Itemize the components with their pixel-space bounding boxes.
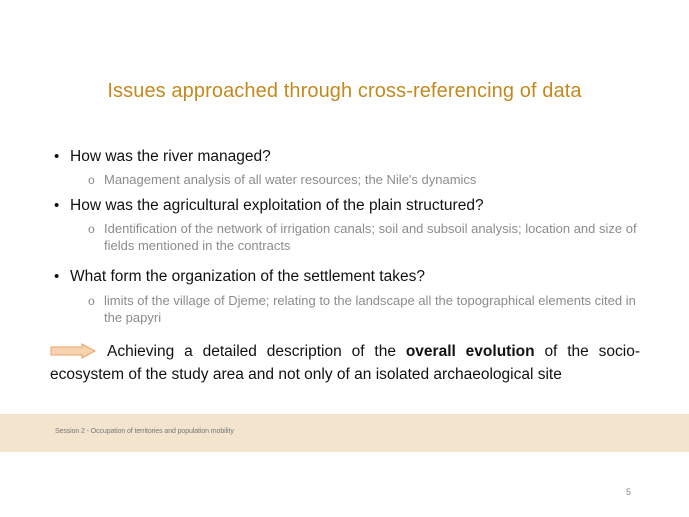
sub-bullet-marker: o: [88, 294, 95, 308]
conclusion-emphasis: overall evolution: [405, 343, 535, 360]
right-arrow-icon: [50, 343, 96, 365]
bullet-marker: •: [54, 268, 60, 285]
slide-title: Issues approached through cross-referencing of data: [107, 80, 582, 102]
footer-band: [0, 414, 689, 452]
sub-bullet-text: Management analysis of all water resources; the Nile's dynamics: [104, 172, 477, 187]
bullet-item: [54, 268, 425, 286]
sub-bullet-text: Identification of the network of irrigation canals; soil and subsoil analysis; location and size of fields mentioned in the contracts: [104, 221, 637, 253]
sub-bullet-item: [88, 220, 648, 254]
bullet-item: [54, 197, 484, 215]
bullet-text: How was the river managed?: [70, 148, 271, 165]
sub-bullet-item: [88, 292, 648, 326]
sub-bullet-text: limits of the village of Djeme; relating to the landscape all the topographical elements cited in the papyri: [104, 293, 636, 325]
bullet-item: [54, 148, 271, 166]
sub-bullet-item: [88, 171, 648, 189]
bullet-text: What form the organization of the settlement takes?: [70, 268, 425, 285]
conclusion-text: [50, 342, 640, 385]
conclusion-after: of the socio-ecosystem of the study area and not only of an isolated archaeological site: [50, 343, 641, 383]
conclusion-before: Achieving a detailed description of the: [107, 343, 396, 360]
bullet-text: How was the agricultural exploitation of the plain structured?: [70, 197, 484, 214]
sub-bullet-marker: o: [88, 173, 95, 187]
bullet-marker: •: [54, 148, 60, 165]
page-number: 5: [626, 487, 632, 497]
footer-text: Session 2 - Occupation of territories and population mobility: [55, 428, 234, 435]
sub-bullet-marker: o: [88, 222, 95, 236]
bullet-marker: •: [54, 197, 60, 214]
